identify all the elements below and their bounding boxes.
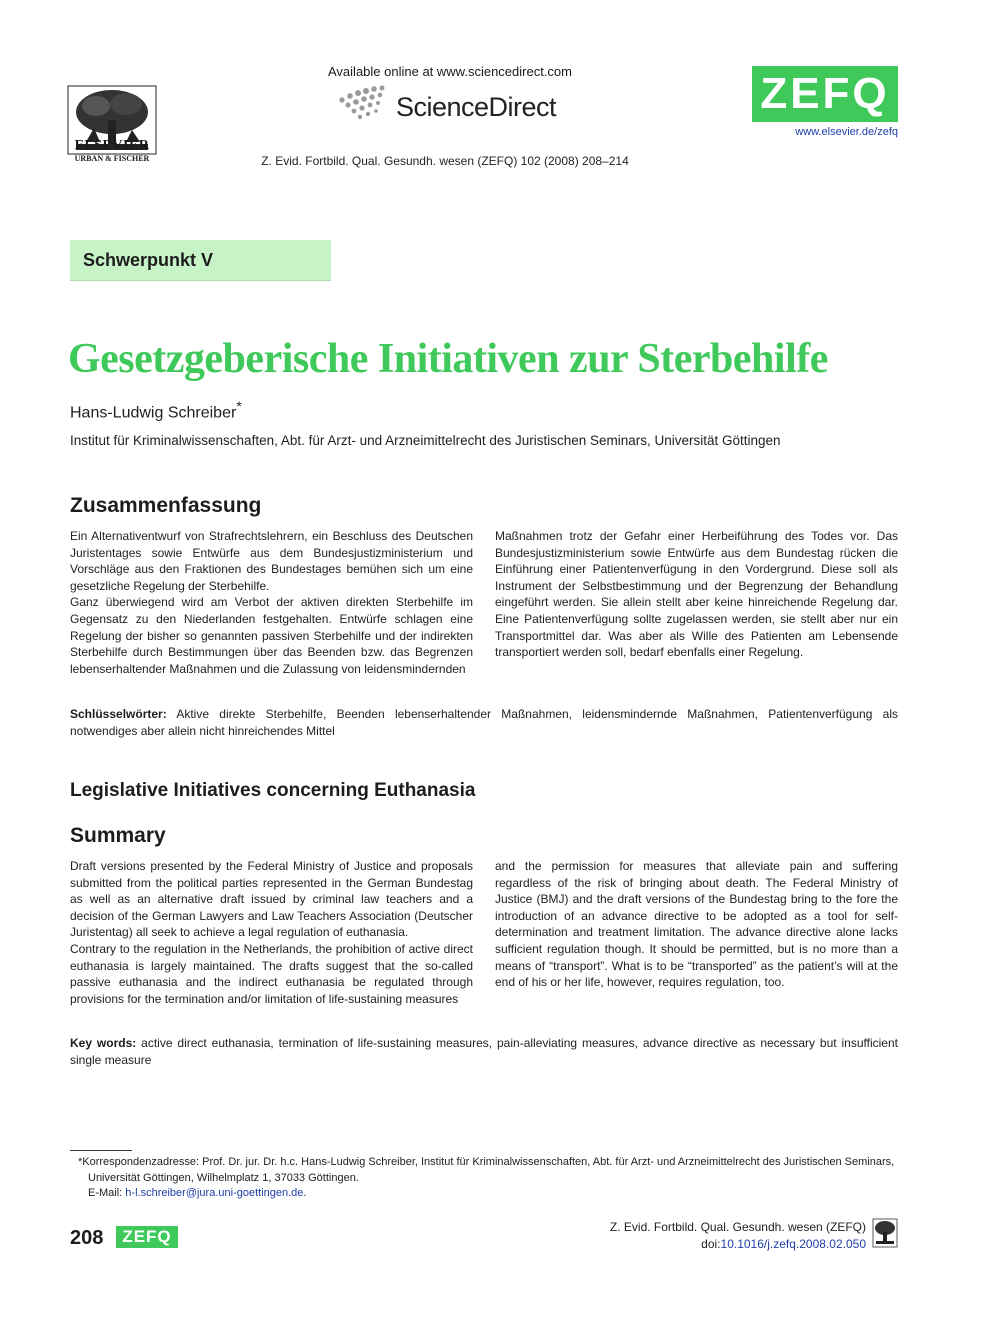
key-words-label: Key words: (70, 1036, 137, 1050)
zefq-journal-logo: ZEFQ (752, 66, 898, 122)
paragraph: Contrary to the regulation in the Netherlands, the prohibition of active direct euthanasia is largely maintained. The drafts suggest that the so-called passive euthanasia and the indirect euthanasia be regulated through provisions for the termination and/or limitation of life-sustaining measures (70, 941, 473, 1006)
author-affiliation: Institut für Kriminalwissenschaften, Abt. für Arzt- und Arzneimittelrecht des Juristischen Seminars, Universität Göttingen (70, 433, 781, 448)
article-title: Gesetzgeberische Initiativen zur Sterbehilfe (68, 336, 828, 382)
schluesselwoerter-text: Aktive direkte Sterbehilfe, Beenden lebenserhaltender Maßnahmen, leidensmindernde Maßnahmen, Patientenverfügung als notwendiges aber allein nicht hinreichendes Mittel (70, 707, 899, 738)
english-title: Legislative Initiatives concerning Euthanasia (70, 780, 476, 801)
publisher-subname: URBAN & FISCHER (74, 154, 150, 163)
email-link[interactable]: h-l.schreiber@jura.uni-goettingen.de (125, 1187, 304, 1199)
summary-left-column (70, 858, 473, 1007)
footer-journal-name: Z. Evid. Fortbild. Qual. Gesundh. wesen (ZEFQ) (609, 1220, 866, 1234)
sciencedirect-dots-icon (336, 84, 392, 124)
journal-citation: Z. Evid. Fortbild. Qual. Gesundh. wesen (ZEFQ) 102 (2008) 208–214 (261, 154, 629, 168)
footer-elsevier-tree-icon (872, 1218, 898, 1248)
publisher-name: ELSEVIER (74, 138, 150, 153)
available-online-text: Available online at www.sciencedirect.com (328, 64, 572, 79)
footnote-mark: * (78, 1156, 83, 1168)
author-footnote-mark: * (236, 398, 242, 414)
zusammenfassung-right-column (495, 528, 898, 661)
author-name: Hans-Ludwig Schreiber (70, 404, 237, 422)
schluesselwoerter-label: Schlüsselwörter: (70, 707, 167, 721)
paragraph: Maßnahmen trotz der Gefahr einer Herbeiführung des Todes vor. Das Bundesjustizministerium sowie Entwürfe aus dem Bundestag rücken die Einführung einer Patientenverfügung in den Vordergrund. Diese soll als Instrument der Selbstbestimmung und der Begrenzung der Behandlung eingeführt werden. Sie allein stellt aber keine hinreichende Regelung dar. Eine Patientenverfügung sollte zugelassen werden, sie stellt aber nur ein Transportmittel dar. Was aber als Wille des Patienten am Lebensende transportiert werden soll, bedarf ebenfalls einer Regelung. (495, 529, 898, 660)
footnote-line-1: Korrespondenzadresse: Prof. Dr. jur. Dr. h.c. Hans-Ludwig Schreiber, Institut für Kriminalwissenschaften, Abt. für Arzt- und Arzneimittelrecht des Juristischen Seminars, (82, 1156, 895, 1168)
email-label: E-Mail: (88, 1187, 123, 1199)
correspondence-footnote (78, 1155, 898, 1202)
zusammenfassung-left-column (70, 528, 473, 677)
footer-zefq-logo: ZEFQ (116, 1226, 178, 1248)
footer-citation (560, 1219, 866, 1252)
summary-heading: Summary (70, 824, 166, 847)
sciencedirect-wordmark: ScienceDirect (396, 92, 557, 122)
footnote-line-2: Universität Göttingen, Wilhelmplatz 1, 37033 Göttingen. (88, 1171, 359, 1184)
zusammenfassung-heading: Zusammenfassung (70, 494, 262, 517)
email-end: . (303, 1187, 307, 1199)
footer-doi-line (560, 1236, 866, 1253)
footnote-divider (70, 1150, 132, 1151)
section-tag: Schwerpunkt V (70, 240, 331, 281)
page-number: 208 (70, 1227, 104, 1249)
journal-url-link[interactable]: www.elsevier.de/zefq (795, 126, 898, 138)
summary-right-column (495, 858, 898, 991)
paragraph: Ein Alternativentwurf von Strafrechtslehrern, ein Beschluss des Deutschen Juristentages sowie Entwürfe aus dem Bundesjustizministerium und Vorschläge aus den Fraktionen des Bundestages bemühen sich um eine gesetzliche Regelung der Sterbehilfe. (70, 529, 473, 593)
key-words-text: active direct euthanasia, termination of life-sustaining measures, pain-alleviating measures, advance directive as necessary but insufficient single measure (70, 1036, 898, 1067)
doi-label: doi: (701, 1236, 721, 1251)
doi-link[interactable]: 10.1016/j.zefq.2008.02.050 (720, 1236, 866, 1251)
schluesselwoerter (70, 706, 898, 740)
paragraph: Ganz überwiegend wird am Verbot der aktiven direkten Sterbehilfe im Gegensatz zu den Niederlanden festgehalten. Entwürfe schlagen eine Regelung der bisher so genannten passiven Sterbehilfe und der indirekten Sterbehilfe durch Bestimmungen über das Beenden bzw. das Begrenzen lebenserhaltender Maßnahmen und die Zulassung von leidensmindernden (70, 595, 473, 676)
paragraph: Draft versions presented by the Federal Ministry of Justice and proposals submitted from the political parties represented in the German Bundestag as well as an alternative draft issued by criminal law teachers and a decision of the German Lawyers and Law Teachers Association (Deutscher Juristentag) all seek to achieve a legal regulation of euthanasia. (70, 859, 473, 940)
paragraph: and the permission for measures that alleviate pain and suffering regardless of the risk of bringing about death. The Federal Ministry of Justice (BMJ) and the draft versions of the Bundestag bring to the fore the introduction of an advance directive to be adopted as a tool for self-determination and treatment limitation. The advance directive alone lacks sufficient regulation though. It should be permitted, but is no more than a means of “transport”. What is to be “transported” as the patient’s will at the end of his or her life, however, requires regulation, too. (495, 859, 898, 990)
key-words (70, 1035, 898, 1069)
author-line (70, 398, 242, 422)
footnote-email-line (78, 1186, 898, 1202)
